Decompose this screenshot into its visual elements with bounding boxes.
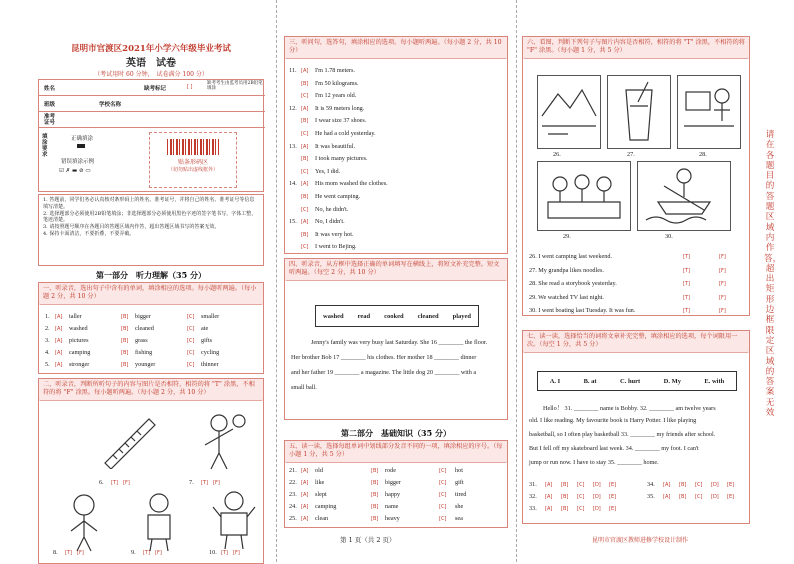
note-4: 4. 保持卡面清洁，不要折叠，不要弄破。: [43, 230, 135, 237]
q2-box: [38, 378, 264, 564]
word-choice: washed: [323, 312, 344, 320]
girl-computer-icon: [678, 76, 740, 148]
q7-passage-line: Hello！ 31. ________ name is Bobby. 32. ________ am twelve years: [543, 405, 716, 412]
q4-passage-line: Jenny's family was very busy last Saturday. She 16 ________ the floor.: [311, 339, 488, 346]
q5-option-b[interactable]: [B]: [371, 480, 379, 486]
q3-option-c[interactable]: [C]: [301, 244, 309, 251]
word-box: [315, 305, 479, 327]
q6-option-f[interactable]: [F]: [719, 281, 726, 287]
q1-option-b[interactable]: [B]: [121, 338, 129, 344]
q3-answer-text: He went camping.: [315, 193, 361, 200]
q7-answer-number: 32.: [529, 493, 537, 500]
word-choice: played: [452, 312, 471, 320]
q1-option-a[interactable]: [A]: [55, 338, 63, 344]
q7-passage-line: basketball, so I often play basketball 33. ________ my friends after school.: [529, 431, 716, 438]
q7-option-d[interactable]: [D]: [711, 494, 719, 500]
q1-word-a: washed: [69, 325, 88, 332]
q3-option-a[interactable]: [A]: [301, 105, 309, 112]
q3-answer-text: I'm 12 years old.: [315, 92, 357, 100]
absent-label: 缺考标记: [144, 86, 167, 92]
q6-option-f[interactable]: [F]: [719, 308, 726, 314]
q4-instructions: 四、听录音，从方框中选择正确的单词填写在横线上，将短文补充完整。短文听两遍。（每空 2 分，共 10 分）: [285, 259, 507, 281]
q3-answer-text: No, I didn't.: [315, 218, 345, 226]
q2-label: 8.: [53, 549, 58, 556]
subject-title: 英语 试卷: [126, 58, 176, 69]
q3-box: [284, 36, 508, 254]
footer-org: 昆明市官渡区教师进修学校设计制作: [592, 537, 689, 544]
q7-option-b[interactable]: [B]: [679, 494, 687, 500]
q3-option-a[interactable]: [A]: [301, 219, 309, 226]
divider-2: [516, 0, 517, 562]
q1-option-c[interactable]: [C]: [187, 338, 195, 344]
q3-option-b[interactable]: [B]: [301, 80, 309, 87]
q5-instructions: 五、读一读，选择每组单词中划线部分发音不同的一项，填涂相应的序号。（每小题 1 分，共 5 分）: [285, 441, 507, 463]
q6-sentence: 26. I went camping last weekend.: [529, 253, 612, 260]
q5-word-a: old: [315, 467, 323, 474]
q6-option-f[interactable]: [F]: [719, 267, 726, 274]
q6-option-f[interactable]: [F]: [719, 294, 726, 301]
column-3: [522, 36, 750, 530]
q7-option-e[interactable]: [E]: [609, 482, 617, 488]
q5-word-c: gift: [455, 479, 464, 486]
q3-option-c[interactable]: [C]: [301, 206, 309, 213]
q1-word-b: grass: [135, 337, 148, 344]
q5-option-a[interactable]: [A]: [301, 468, 309, 474]
q7-option-c[interactable]: [C]: [695, 482, 703, 488]
q7-option-d[interactable]: [D]: [593, 494, 601, 500]
absent-checkbox[interactable]: [ ]: [187, 84, 193, 90]
q1-word-c: cycling: [201, 349, 220, 356]
note-3: 3. 请按照题号顺序在各题目的答题区域内作答，超出答题区域书写的答案无效。: [43, 224, 220, 230]
picture-29: [537, 161, 631, 231]
name-label: 姓名: [44, 86, 56, 92]
q7-option-d[interactable]: [D]: [593, 482, 601, 488]
q5-option-b[interactable]: [B]: [371, 516, 379, 522]
picture-28: [677, 75, 741, 149]
q3-answer-text: Yes, I did.: [315, 167, 341, 175]
q1-option-c[interactable]: [C]: [187, 314, 195, 320]
q2-label: 10.: [209, 549, 217, 556]
q5-word-a: like: [315, 479, 325, 486]
q7-option-d[interactable]: [D]: [711, 482, 719, 488]
wrong-examples: ☑ ✗ ▬ ⊘ ▭: [59, 168, 91, 174]
column-1: [34, 36, 268, 556]
q1-word-a: camping: [69, 349, 91, 356]
picture-26: [537, 75, 601, 149]
q3-option-b[interactable]: [B]: [301, 231, 309, 238]
q2-label: 7.: [189, 479, 194, 486]
q1-option-a[interactable]: [A]: [55, 350, 63, 356]
absent-note: 缺考考生由监考员用2B铅笔填涂: [207, 81, 263, 92]
q5-option-c[interactable]: [C]: [439, 480, 447, 486]
q3-answer-text: It was very hot.: [315, 230, 354, 238]
barcode-label: 贴条形码区: [177, 159, 208, 166]
column-2: [284, 36, 508, 530]
q1-number: 3.: [45, 337, 50, 344]
instructions: [38, 194, 264, 266]
q4-passage-line: small ball.: [291, 384, 317, 391]
drink-cup-icon: [608, 76, 670, 148]
q5-word-b: happy: [385, 491, 401, 498]
q6-instructions: 六、看图，判断下列句子与图片内容是否相符，相符的将 "T" 涂黑，不相符的将 "F" 涂黑。（每小题 1 分，共 5 分）: [523, 37, 749, 59]
note-1: 1. 答题前，同学们务必认真核对条形码上的姓名、准考证号，并将自己的姓名、准考证号等信息填写清楚。: [43, 197, 255, 210]
ruler-icon: [99, 413, 159, 469]
word-choice: cleaned: [417, 312, 439, 320]
q5-option-a[interactable]: [A]: [301, 516, 309, 522]
q3-instructions: 三、听问句，选答句，填涂相应的选项。每小题听两遍。（每小题 2 分，共 10 分）: [285, 37, 507, 59]
word-choice: read: [357, 312, 371, 320]
q7-instructions: 七、读一读，选择恰当的词将文章补充完整，填涂相应的选项，每个词限用一次。（每空 1 分，共 5 分）: [523, 331, 749, 353]
q6-sentence: 27. My grandpa likes noodles.: [529, 266, 604, 274]
q5-number: 24.: [289, 503, 297, 510]
q6-label: 27.: [627, 151, 635, 158]
q6-option-t[interactable]: [T]: [683, 254, 690, 260]
q1-option-b[interactable]: [B]: [121, 350, 129, 356]
q3-answer-text: I went to Bejing.: [315, 243, 357, 251]
q5-option-b[interactable]: [B]: [371, 492, 379, 498]
footer-page: 第 1 页（共 2 页）: [340, 536, 396, 544]
q5-number: 23.: [289, 491, 297, 498]
q1-word-b: bigger: [135, 313, 151, 320]
q6-option-f[interactable]: [F]: [719, 254, 726, 260]
q3-answer-text: His mom washed the clothes.: [315, 180, 388, 188]
q3-answer-text: I wear size 37 shoes.: [315, 117, 367, 125]
q7-option-a[interactable]: [A]: [545, 482, 553, 488]
q1-word-a: pictures: [69, 337, 89, 344]
q3-number: 14.: [289, 180, 297, 188]
q3-option-a[interactable]: [A]: [301, 68, 309, 74]
q3-answer-text: He had a cold yesterday.: [315, 130, 376, 137]
q5-word-c: hot: [455, 467, 463, 474]
q2-instructions: 二、听录音，判断所听句子的内容与图片是否相符，相符的将 "T" 涂黑，不相符的将 "F" 涂黑。每小题听两遍。（每小题 2 分，共 10 分）: [39, 379, 263, 401]
q3-option-a[interactable]: [A]: [301, 143, 309, 150]
q6-label: 29.: [563, 233, 571, 240]
q5-option-c[interactable]: [C]: [439, 492, 447, 498]
q1-word-a: stronger: [69, 361, 90, 368]
q5-word-b: name: [385, 503, 399, 510]
q1-box: [38, 282, 264, 374]
q5-option-a[interactable]: [A]: [301, 480, 309, 486]
fill-rule-label: 填涂要求: [42, 134, 48, 159]
q1-option-a[interactable]: [A]: [55, 362, 63, 368]
correct-fill-label: 正确填涂: [71, 136, 94, 142]
q7-answer-number: 34.: [647, 481, 655, 488]
q3-answer-text: It was beautiful.: [315, 142, 356, 150]
q2-option-f[interactable]: [F]: [77, 550, 84, 556]
q3-answer-text: No, he didn't.: [315, 205, 349, 213]
q3-answer-text: I'm 50 kilograms.: [315, 79, 359, 87]
picture-27: [607, 75, 671, 149]
q1-number: 4.: [45, 349, 50, 356]
q5-number: 22.: [289, 479, 297, 486]
boy-icon: [59, 491, 109, 553]
q2-option-f[interactable]: [F]: [213, 480, 220, 486]
boating-icon: [638, 162, 730, 230]
q7-option-a[interactable]: [A]: [545, 506, 553, 512]
q2-label: 6.: [99, 479, 104, 486]
q5-option-c[interactable]: [C]: [439, 468, 447, 474]
q5-word-a: slept: [315, 491, 327, 498]
q5-word-a: clean: [315, 515, 329, 522]
q7-box: [522, 330, 750, 524]
exam-no-label: 准考证号: [44, 114, 56, 126]
family-tv-icon: [538, 162, 630, 230]
q7-passage-line: old. I like reading. My favourite book is Harry Potter. I like playing: [529, 417, 697, 424]
choice-option: C. hurt: [620, 377, 641, 385]
q7-option-a[interactable]: [A]: [663, 482, 671, 488]
q6-box: [522, 36, 750, 316]
picture-30: [637, 161, 731, 231]
q7-option-e[interactable]: [E]: [727, 494, 735, 500]
q4-box: [284, 258, 508, 420]
choice-box: [537, 371, 737, 391]
q6-sentence: 30. I went boating last Tuesday. It was fun.: [529, 307, 636, 314]
q5-number: 21.: [289, 467, 297, 474]
q4-passage-line: Her brother Bob 17 ________ his clothes. Her mother 18 ________ dinner: [291, 354, 477, 361]
q1-option-b[interactable]: [B]: [121, 314, 129, 320]
q1-number: 1.: [45, 313, 50, 320]
q7-passage-line: jump or run now. I have to stay 35. ________ home.: [529, 459, 659, 466]
q5-word-c: tired: [455, 491, 467, 498]
exam-title: 昆明市官渡区2021年小学六年级毕业考试: [71, 44, 231, 54]
q7-option-d[interactable]: [D]: [593, 506, 601, 512]
q2-option-t[interactable]: [T]: [201, 480, 208, 486]
q6-option-t[interactable]: [T]: [683, 308, 690, 314]
q6-label: 28.: [699, 151, 707, 158]
q1-instructions: 一、听录音，选出句子中含有的单词，填涂相应的选项。每小题听两遍。（每小题 2 分，共 10 分）: [39, 283, 263, 305]
q1-number: 5.: [45, 361, 50, 368]
q1-word-b: cleaned: [135, 325, 154, 332]
q6-option-t[interactable]: [T]: [683, 281, 690, 287]
q2-option-t[interactable]: [T]: [65, 550, 72, 556]
barcode-note: （切勿贴出虚线框外）: [167, 167, 218, 173]
q7-passage-line: But I fell off my skateboard last week. 34. ________ my foot. I can't: [529, 445, 699, 452]
q2-option-t[interactable]: [T]: [111, 480, 118, 486]
part1-title: 第一部分 听力理解（35 分）: [96, 270, 206, 280]
barcode-icon: [167, 139, 219, 155]
q6-sentence: 28. She read a storybook yesterday.: [529, 280, 617, 287]
q2-option-f[interactable]: [F]: [155, 550, 162, 556]
q7-option-a[interactable]: [A]: [545, 494, 553, 500]
q7-option-b[interactable]: [B]: [561, 482, 569, 488]
q2-option-t[interactable]: [T]: [143, 550, 150, 556]
q1-word-b: younger: [135, 361, 156, 368]
q3-option-b[interactable]: [B]: [301, 194, 309, 200]
q5-option-b[interactable]: [B]: [371, 504, 379, 510]
q1-number: 2.: [45, 325, 50, 332]
q3-number: 15.: [289, 218, 297, 226]
choice-option: D. My: [663, 377, 681, 385]
q7-option-e[interactable]: [E]: [609, 494, 617, 500]
strong-man-icon: [209, 489, 259, 553]
q6-option-t[interactable]: [T]: [683, 267, 690, 274]
q1-word-c: gifts: [201, 337, 213, 344]
man-icon: [134, 491, 184, 553]
q1-option-a[interactable]: [A]: [55, 326, 63, 332]
q3-number: 13.: [289, 142, 297, 150]
mountain-lake-icon: [538, 76, 600, 148]
q7-option-a[interactable]: [A]: [663, 494, 671, 500]
q6-sentence: 29. We watched TV last night.: [529, 293, 604, 301]
q7-option-c[interactable]: [C]: [695, 494, 703, 500]
badminton-girl-icon: [189, 409, 249, 475]
barcode-area: [149, 132, 237, 188]
q7-option-c[interactable]: [C]: [577, 494, 585, 500]
q5-word-b: bigger: [385, 479, 401, 486]
q5-word-c: she: [455, 503, 464, 510]
q2-option-f[interactable]: [F]: [123, 480, 130, 486]
q1-option-b[interactable]: [B]: [121, 326, 129, 332]
q2-label: 9.: [131, 549, 136, 556]
choice-option: E. with: [704, 377, 725, 385]
q7-answer-number: 33.: [529, 505, 537, 512]
q5-option-a[interactable]: [A]: [301, 504, 309, 510]
q1-option-a[interactable]: [A]: [55, 314, 63, 320]
q3-number: 11.: [289, 67, 297, 74]
school-label: 学校名称: [99, 102, 122, 108]
q5-word-b: rode: [385, 467, 396, 474]
q1-word-a: taller: [69, 313, 82, 320]
q3-number: 12.: [289, 104, 297, 112]
q3-option-b[interactable]: [B]: [301, 156, 309, 163]
q7-option-c[interactable]: [C]: [577, 482, 585, 488]
q7-option-e[interactable]: [E]: [727, 482, 735, 488]
q5-word-a: camping: [315, 503, 337, 510]
q5-option-b[interactable]: [B]: [371, 468, 379, 474]
q6-option-t[interactable]: [T]: [683, 294, 690, 301]
q3-answer-text: I took many pictures.: [315, 155, 368, 163]
word-choice: cooked: [384, 312, 404, 320]
q7-option-b[interactable]: [B]: [679, 482, 687, 488]
q3-option-c[interactable]: [C]: [301, 131, 309, 137]
q5-option-a[interactable]: [A]: [301, 492, 309, 498]
q5-number: 25.: [289, 515, 297, 522]
q3-option-c[interactable]: [C]: [301, 168, 309, 175]
choice-option: A. I: [549, 377, 561, 385]
side-note: 请在各题目的答题区域内作答，超出矩形边框限定区域的答案无效: [764, 130, 782, 419]
q7-option-b[interactable]: [B]: [561, 506, 569, 512]
q7-answer-number: 31.: [529, 481, 537, 488]
q3-answer-text: It is 59 meters long.: [315, 104, 365, 112]
q5-option-c[interactable]: [C]: [439, 504, 447, 510]
q4-passage-line: and her father 19 ________ a magazine. The little dog 20 ________ with a: [291, 369, 477, 376]
q6-label: 26.: [553, 151, 561, 158]
note-2: 2. 选择题部分必须使用2B铅笔填涂；非选择题部分必须使用黑色字迹的签字笔书写，字体工整，笔迹清楚。: [43, 210, 257, 224]
part2-title: 第二部分 基础知识（35 分）: [341, 428, 451, 438]
q5-word-c: sea: [455, 515, 463, 522]
q5-option-c[interactable]: [C]: [439, 516, 447, 522]
time-note: （考试用时 60 分钟， 试卷满分 100 分）: [94, 71, 208, 78]
q1-option-c[interactable]: [C]: [187, 350, 195, 356]
q1-option-c[interactable]: [C]: [187, 326, 195, 332]
q1-word-c: thinner: [201, 361, 219, 368]
q5-word-b: heavy: [385, 515, 400, 522]
divider-1: [276, 0, 277, 562]
q1-option-c[interactable]: [C]: [187, 362, 195, 368]
q7-option-e[interactable]: [E]: [609, 506, 617, 512]
q3-answer-text: I'm 1.78 meters.: [315, 67, 355, 74]
choice-option: B. at: [583, 377, 597, 385]
q5-box: [284, 440, 508, 528]
q7-option-c[interactable]: [C]: [577, 506, 585, 512]
q7-answer-number: 35.: [647, 493, 655, 500]
q3-option-a[interactable]: [A]: [301, 181, 309, 188]
q3-option-b[interactable]: [B]: [301, 118, 309, 125]
q1-option-b[interactable]: [B]: [121, 362, 129, 368]
info-box: [38, 79, 264, 192]
class-label: 班级: [44, 102, 56, 108]
wrong-fill-label: 错误填涂示例: [61, 159, 95, 165]
q7-option-b[interactable]: [B]: [561, 494, 569, 500]
q1-word-b: fishing: [135, 349, 153, 356]
q3-option-c[interactable]: [C]: [301, 93, 309, 100]
q1-word-c: smaller: [201, 313, 220, 320]
q2-option-f[interactable]: [F]: [233, 550, 240, 556]
q6-label: 30.: [665, 233, 673, 240]
q2-option-t[interactable]: [T]: [221, 550, 228, 556]
q1-word-c: ate: [201, 325, 209, 332]
